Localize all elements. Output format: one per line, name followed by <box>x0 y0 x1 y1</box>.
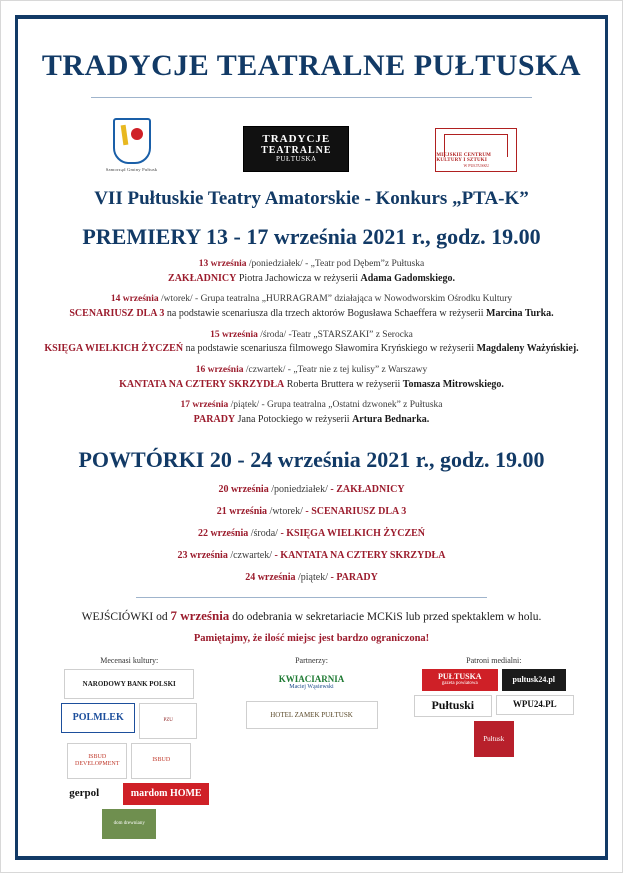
partner-kwiaciarnia-owner: Maciej Wąsiewski <box>289 684 334 691</box>
premiere-play-title: ZAKŁADNICY <box>168 272 237 284</box>
premiere-entry-line2 <box>29 342 594 356</box>
repeat-day: /środa/ <box>250 527 278 539</box>
premiere-day: /piątek/ <box>230 400 260 411</box>
partner-kwiaciarnia-name: KWIACIARNIA <box>278 673 345 684</box>
sponsor-logo-isbud-development: ISBUD DEVELOPMENT <box>67 743 127 779</box>
partner-logo-kwiaciarnia <box>252 669 372 697</box>
repeat-date: 22 września <box>197 527 249 539</box>
media-logo-wpu24: WPU24.PL <box>496 695 574 715</box>
premiere-entry <box>29 399 594 426</box>
premiere-day: /czwartek/ <box>245 364 286 375</box>
media-column <box>400 656 588 839</box>
mckis-logo-line2: W PUŁTUSKU <box>463 163 490 168</box>
festival-logo-line1: TRADYCJE <box>262 133 331 146</box>
premiere-entry-line2 <box>29 413 594 427</box>
media-logo-pultuski: Pułtuski <box>414 695 492 717</box>
festival-logo-line2: TEATRALNE <box>261 144 332 156</box>
premiere-day: /poniedziałek/ <box>248 259 303 269</box>
festival-logo <box>243 126 349 172</box>
repeat-play-title: - KSIĘGA WIELKICH ŻYCZEŃ <box>280 527 426 539</box>
repeat-entry <box>29 550 594 561</box>
repeat-play-title: - SCENARIUSZ DLA 3 <box>305 505 407 517</box>
mckis-logo-line1: MIEJSKIE CENTRUM KULTURY I SZTUKI <box>436 153 492 163</box>
premiere-day: /wtorek/ <box>160 294 193 305</box>
premiere-date: 16 września <box>195 364 244 375</box>
repeats-heading: POWTÓRKI 20 - 24 września 2021 r., godz. 19.00 <box>78 446 545 472</box>
premiere-entry-line2 <box>29 272 594 286</box>
premiere-play-title: KSIĘGA WIELKICH ŻYCZEŃ <box>44 343 184 355</box>
tickets-prefix: WEJŚCIÓWKI od <box>81 610 168 623</box>
repeat-play-title: - KANTATA NA CZTERY SKRZYDŁA <box>274 549 446 561</box>
premiere-date: 15 września <box>210 329 258 340</box>
premiere-group: - Grupa teatralna „Ostatni dzwonek” z Pułtuska <box>261 400 443 411</box>
premiere-director: Artura Bednarka. <box>352 414 430 426</box>
sponsor-logo-wooden-house: dom drewniany <box>102 809 156 839</box>
premiere-date: 14 września <box>110 294 159 305</box>
building-icon <box>444 134 508 157</box>
sponsors-logo-grid <box>35 669 223 839</box>
sponsor-logo-polmlek: POLMLEK <box>61 703 135 733</box>
logos-row <box>29 116 594 172</box>
sponsor-logo-gerpol: gerpol <box>49 783 119 805</box>
premiere-entry-line1 <box>29 364 594 377</box>
crest-caption: Samorząd Gminy Pułtusk <box>105 167 158 172</box>
premiere-detail: na podstawie scenariusza filmowego Sławomira Kryńskiego w reżyserii <box>185 343 475 355</box>
repeat-date: 24 września <box>245 571 296 583</box>
premiere-group: - Grupa teatralna „HURRAGRAM” działająca w Nowodworskim Ośrodku Kultury <box>195 294 513 305</box>
premiere-date: 17 września <box>180 400 229 411</box>
partners-heading: Partnerzy: <box>295 655 328 665</box>
premiere-entry-line1 <box>29 329 594 342</box>
right-border <box>605 15 608 860</box>
tickets-suffix: do odebrania w sekretariacie MCKiS lub przed spektaklem w holu. <box>232 610 542 623</box>
page-subtitle: VII Pułtuskie Teatry Amatorskie - Konkurs „PTA-K” <box>94 188 529 209</box>
coat-of-arms-icon <box>113 118 151 164</box>
repeat-entry <box>29 528 594 539</box>
divider-top <box>91 97 532 98</box>
media-logo-pultusk24: pultusk24.pl <box>502 669 566 691</box>
repeat-date: 23 września <box>177 549 228 561</box>
premiere-group: -Teatr „STARSZAKI” z Serocka <box>288 329 413 340</box>
premiere-director: Adama Gadomskiego. <box>360 272 455 284</box>
repeat-entry <box>29 484 594 495</box>
sponsor-logo-mardom: mardom HOME <box>123 783 209 805</box>
premiere-director: Magdaleny Ważyńskiej. <box>476 343 579 355</box>
bottom-border <box>15 856 608 860</box>
repeat-date: 20 września <box>218 483 269 495</box>
premiere-entry-line1 <box>29 399 594 412</box>
repeat-play-title: - PARADY <box>330 571 378 583</box>
premiere-detail: Roberta Bruttera w reżyserii <box>286 378 401 390</box>
sponsors-heading: Mecenasi kultury: <box>100 655 159 665</box>
repeat-entry <box>29 506 594 517</box>
premiere-entry <box>29 329 594 356</box>
tickets-info <box>29 608 594 624</box>
premiere-play-title: SCENARIUSZ DLA 3 <box>69 308 165 320</box>
sponsor-logo-pzu: PZU <box>139 703 197 739</box>
premiere-director: Marcina Turka. <box>486 308 554 320</box>
partner-hotel-name: HOTEL ZAMEK PUŁTUSK <box>270 710 353 719</box>
divider-tickets <box>136 597 486 598</box>
premiere-play-title: PARADY <box>193 414 236 426</box>
festival-logo-line3: PUŁTUSKA <box>276 155 317 164</box>
premiere-director: Tomasza Mitrowskiego. <box>402 378 504 390</box>
premiere-entry-line2 <box>29 378 594 392</box>
premiere-detail: Piotra Jachowicza w reżyserii <box>238 272 358 284</box>
media-logo-grid <box>400 669 588 757</box>
premiere-entry-line2 <box>29 307 594 321</box>
mckis-logo <box>435 128 517 172</box>
footer-sponsors <box>29 656 594 839</box>
media-pultuska-title: PUŁTUSKA <box>438 672 482 682</box>
media-pultuska-subtitle: gazeta powiatowa <box>441 681 478 687</box>
premiere-entry <box>29 364 594 391</box>
repeat-day: /poniedziałek/ <box>271 483 328 495</box>
premieres-heading: PREMIERY 13 - 17 września 2021 r., godz. 19.00 <box>82 224 541 249</box>
premiere-entry-line1 <box>29 258 594 271</box>
premiere-play-title: KANTATA NA CZTERY SKRZYDŁA <box>119 378 285 390</box>
premiere-group: - „Teatr nie z tej kulisy” z Warszawy <box>287 364 428 375</box>
media-logo-pultusk: Pułtusk <box>474 721 514 757</box>
premiere-entry <box>29 258 594 285</box>
sponsor-logo-isbud: ISBUD <box>131 743 191 779</box>
media-logo-pultuska-gazeta <box>422 669 498 691</box>
tickets-date: 7 września <box>170 607 230 623</box>
page-title: TRADYCJE TEATRALNE PUŁTUSKA <box>41 49 582 82</box>
premiere-detail: na podstawie scenariusza dla trzech aktorów Bogusława Schaeffera w reżyserii <box>166 308 484 320</box>
repeat-date: 21 września <box>216 505 268 517</box>
repeat-day: /czwartek/ <box>230 549 272 561</box>
repeat-day: /piątek/ <box>297 571 328 583</box>
premiere-detail: Jana Potockiego w reżyserii <box>237 414 350 426</box>
repeat-play-title: - ZAKŁADNICY <box>330 483 405 495</box>
premiere-group: - „Teatr pod Dębem”z Pułtuska <box>305 259 425 269</box>
premiere-entry-line1 <box>29 293 594 306</box>
media-heading: Patroni medialni: <box>466 655 522 665</box>
premiere-date: 13 września <box>198 259 247 269</box>
tickets-reminder: Pamiętajmy, że ilość miejsc jest bardzo ograniczona! <box>193 632 430 644</box>
partner-logo-hotel-zamek <box>246 701 378 729</box>
partners-logo-grid <box>231 669 391 729</box>
poster-content <box>19 19 604 856</box>
sponsor-logo-nbp: NARODOWY BANK POLSKI <box>64 669 194 699</box>
repeat-day: /wtorek/ <box>269 505 303 517</box>
premiere-day: /środa/ <box>260 329 287 340</box>
partners-column <box>231 656 391 839</box>
town-crest-logo <box>106 118 158 172</box>
sponsors-column <box>35 656 223 839</box>
premiere-entry <box>29 293 594 320</box>
left-border <box>15 15 18 860</box>
repeat-entry <box>29 572 594 583</box>
